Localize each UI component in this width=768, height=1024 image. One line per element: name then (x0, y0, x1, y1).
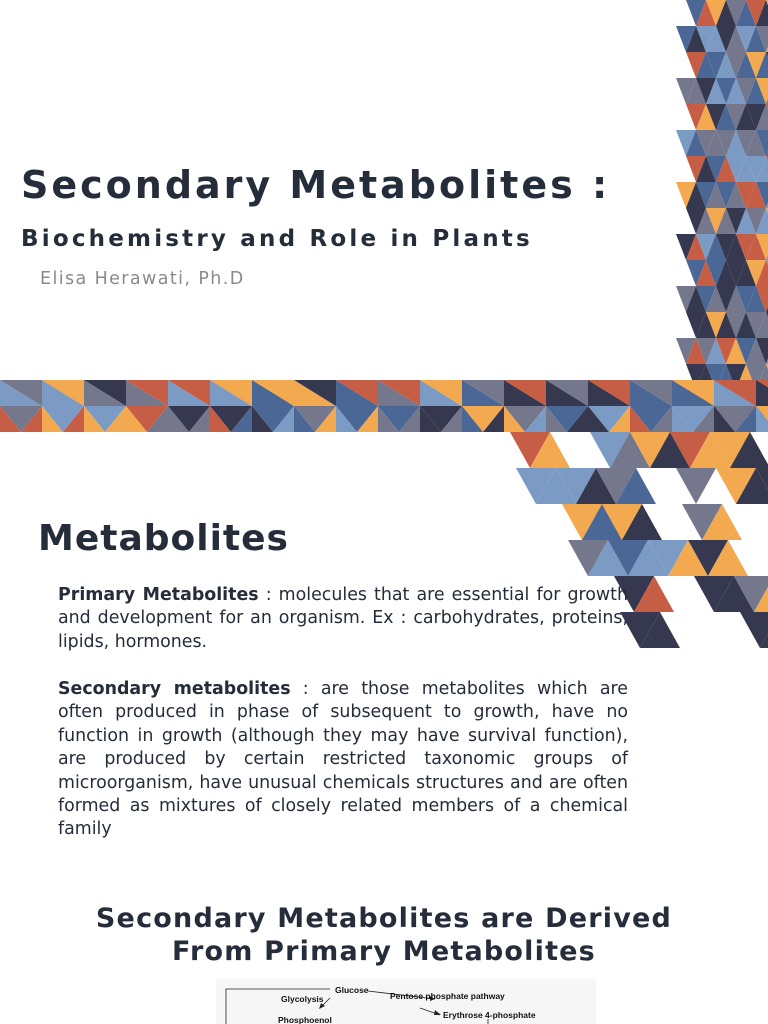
glycolysis-label: Glycolysis (281, 994, 324, 1004)
diagram-background (216, 979, 596, 1024)
slide-heading: Metabolites (38, 518, 289, 559)
presentation-title: Secondary Metabolites : (21, 163, 611, 207)
title-slide (0, 0, 768, 432)
primary-metabolites-term: Primary Metabolites (58, 585, 259, 605)
geometric-pattern-decoration (0, 0, 768, 432)
derivation-slide (0, 872, 768, 1024)
secondary-metabolites-definition: : are those metabolites which are often produced in phase of subsequent to growth, have no function in growth (although they may have survival function), are produced by certain restricted taxonomic groups of microorganism, have unusual chemicals structures and are often formed as mixtures of closely related members of a chemical family (58, 679, 628, 840)
secondary-metabolites-term: Secondary metabolites (58, 679, 291, 699)
primary-metabolites-paragraph (58, 584, 628, 654)
phosphoenol-label: Phosphoenol (278, 1015, 332, 1024)
heading-line-2: From Primary Metabolites (172, 936, 596, 967)
primary-metabolites-definition: : molecules that are essential for growth and development for an organism. Ex : carbohydrates, proteins, lipids, hormones. (58, 585, 628, 652)
decorative-triangle (676, 468, 716, 504)
pathway-diagram (0, 872, 768, 1024)
presentation-subtitle: Biochemistry and Role in Plants (21, 226, 533, 252)
glucose-label: Glucose (335, 985, 369, 995)
erythrose-label: Erythrose 4-phosphate (443, 1010, 536, 1020)
secondary-metabolites-paragraph (58, 678, 628, 842)
metabolites-slide (0, 432, 768, 872)
heading-line-1: Secondary Metabolites are Derived (95, 903, 673, 934)
pentose-pathway-label: Pentose phosphate pathway (390, 991, 505, 1001)
author-name: Elisa Herawati, Ph.D (40, 269, 245, 289)
